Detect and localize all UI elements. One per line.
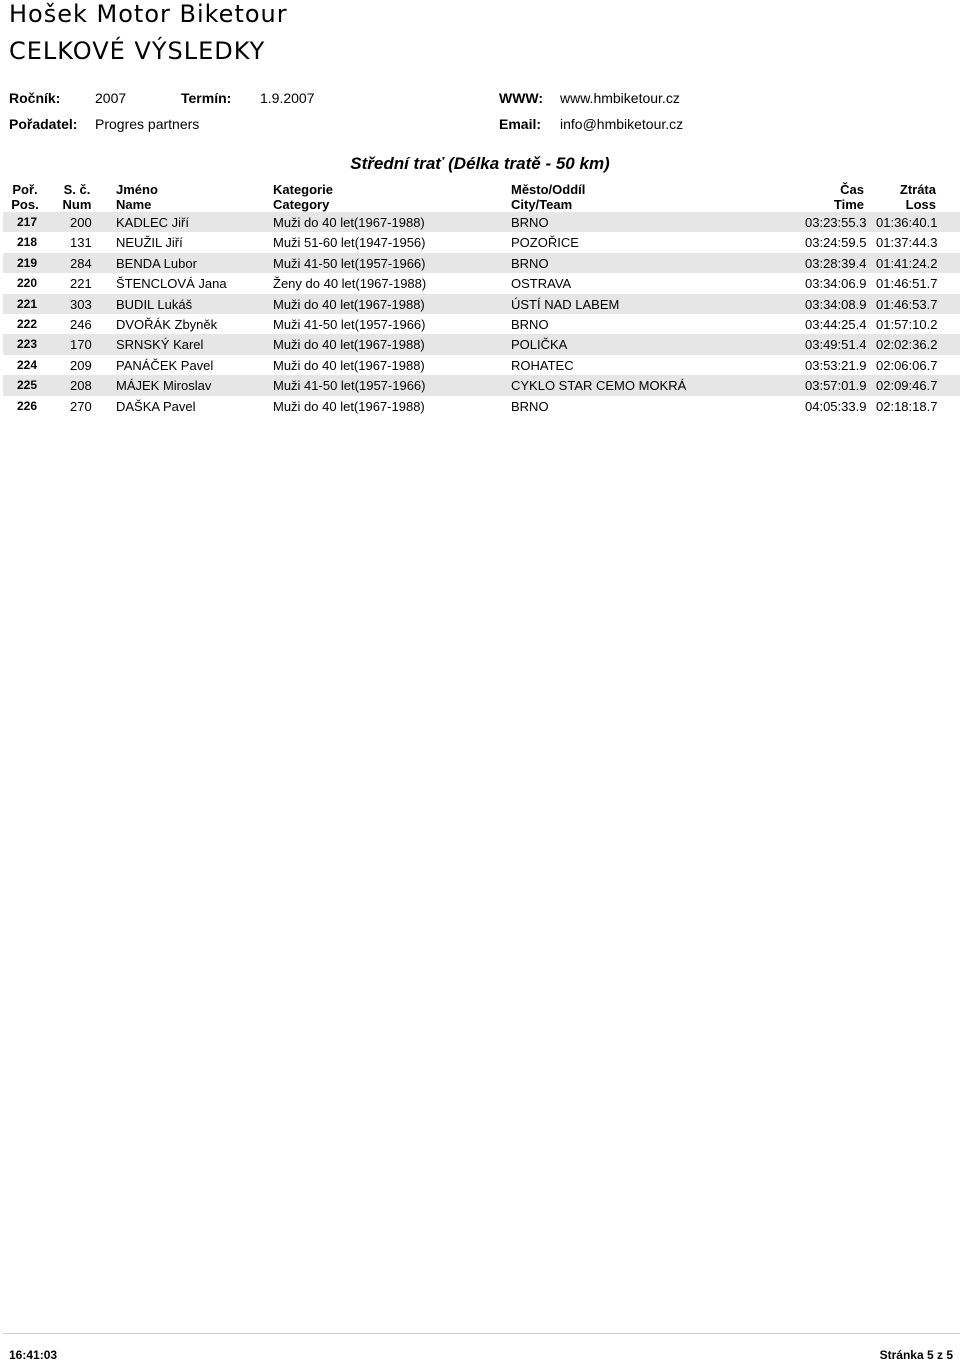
cell-city: BRNO (511, 255, 549, 271)
date-value: 1.9.2007 (260, 90, 315, 106)
cell-category: Muži 41-50 let(1957-1966) (273, 255, 426, 271)
organizer-value: Progres partners (95, 116, 200, 132)
cell-name: KADLEC Jiří (116, 215, 189, 230)
year-label: Ročník: (9, 90, 61, 106)
report-title: Hošek Motor Biketour (9, 0, 288, 28)
cell-category: Muži 41-50 let(1957-1966) (273, 378, 426, 394)
organizer-label: Pořadatel: (9, 116, 78, 132)
cell-city: OSTRAVA (511, 276, 572, 292)
table-row (3, 334, 960, 354)
cell-city: CYKLO STAR CEMO MOKRÁ (511, 378, 687, 394)
cell-loss: 01:37:44.3 (876, 235, 938, 251)
cell-loss: 01:46:53.7 (876, 296, 938, 312)
cell-category: Muži 41-50 let(1957-1966) (273, 316, 426, 332)
cell-pos: 225 (17, 378, 38, 393)
cell-loss: 02:09:46.7 (876, 378, 938, 394)
cell-num: 246 (70, 316, 92, 332)
cell-name: BUDIL Lukáš (116, 296, 193, 312)
cell-time: 03:23:55.3 (805, 215, 867, 230)
cell-pos: 224 (17, 357, 38, 372)
col-header-pos: Poř. Pos. (11, 182, 39, 212)
cell-time: 03:34:08.9 (805, 296, 867, 312)
email-value[interactable]: info@hmbiketour.cz (560, 116, 684, 132)
table-row (3, 314, 960, 334)
cell-time: 03:24:59.5 (805, 235, 867, 251)
cell-loss: 01:57:10.2 (876, 316, 938, 332)
col-header-time: Čas Time (833, 182, 864, 212)
cell-loss: 02:06:06.7 (876, 357, 938, 373)
cell-num: 221 (70, 276, 92, 292)
cell-name: NEUŽIL Jiří (116, 235, 183, 251)
cell-pos: 220 (17, 276, 38, 291)
cell-loss: 01:36:40.1 (876, 215, 938, 230)
cell-time: 03:44:25.4 (805, 316, 867, 332)
cell-city: POZOŘICE (511, 235, 579, 251)
col-header-name: Jméno Name (116, 182, 158, 212)
cell-city: ROHATEC (511, 357, 574, 373)
cell-time: 03:53:21.9 (805, 357, 867, 373)
year-value: 2007 (95, 90, 127, 106)
cell-name: DAŠKA Pavel (116, 398, 196, 414)
cell-category: Muži do 40 let(1967-1988) (273, 215, 425, 230)
www-value[interactable]: www.hmbiketour.cz (560, 90, 680, 106)
cell-time: 03:57:01.9 (805, 378, 867, 394)
cell-city: BRNO (511, 398, 549, 414)
col-header-city: Město/Oddíl City/Team (511, 182, 586, 212)
cell-pos: 226 (17, 398, 38, 413)
cell-pos: 218 (17, 235, 38, 250)
footer-divider (3, 1333, 960, 1334)
cell-name: PANÁČEK Pavel (116, 357, 214, 373)
table-row (3, 232, 960, 252)
cell-num: 200 (70, 215, 92, 230)
table-row (3, 355, 960, 375)
www-label: WWW: (499, 90, 544, 106)
email-label: Email: (499, 116, 542, 132)
footer-page-number: Stránka 5 z 5 (879, 1348, 953, 1362)
cell-category: Muži do 40 let(1967-1988) (273, 398, 425, 414)
cell-num: 209 (70, 357, 92, 373)
col-header-num: S. č. Num (62, 182, 92, 212)
table-row (3, 253, 960, 273)
cell-pos: 223 (17, 337, 38, 352)
cell-name: SRNSKÝ Karel (116, 337, 204, 353)
cell-pos: 219 (17, 255, 38, 270)
cell-num: 303 (70, 296, 92, 312)
cell-city: BRNO (511, 316, 549, 332)
cell-category: Muži do 40 let(1967-1988) (273, 296, 425, 312)
report-subtitle: CELKOVÉ VÝSLEDKY (9, 37, 266, 65)
cell-num: 284 (70, 255, 92, 271)
cell-num: 208 (70, 378, 92, 394)
cell-city: POLIČKA (511, 337, 568, 353)
table-row (3, 396, 960, 416)
cell-city: ÚSTÍ NAD LABEM (511, 296, 620, 312)
date-label: Termín: (181, 90, 232, 106)
footer-time: 16:41:03 (9, 1348, 58, 1362)
cell-loss: 01:41:24.2 (876, 255, 938, 271)
cell-pos: 222 (17, 316, 38, 331)
cell-loss: 02:18:18.7 (876, 398, 938, 414)
col-header-category: Kategorie Category (273, 182, 333, 212)
cell-num: 170 (70, 337, 92, 353)
results-table (3, 212, 960, 416)
table-row (3, 294, 960, 314)
cell-time: 04:05:33.9 (805, 398, 867, 414)
cell-loss: 01:46:51.7 (876, 276, 938, 292)
table-row (3, 212, 960, 232)
cell-num: 131 (70, 235, 92, 251)
cell-category: Muži do 40 let(1967-1988) (273, 337, 425, 353)
cell-category: Muži do 40 let(1967-1988) (273, 357, 425, 373)
cell-time: 03:28:39.4 (805, 255, 867, 271)
cell-num: 270 (70, 398, 92, 414)
cell-city: BRNO (511, 215, 549, 230)
cell-name: MÁJEK Miroslav (116, 378, 212, 394)
cell-pos: 217 (17, 215, 38, 229)
cell-time: 03:49:51.4 (805, 337, 867, 353)
cell-time: 03:34:06.9 (805, 276, 867, 292)
cell-category: Muži 51-60 let(1947-1956) (273, 235, 426, 251)
cell-name: ŠTENCLOVÁ Jana (116, 276, 227, 292)
section-title: Střední trať (Délka tratě - 50 km) (350, 154, 610, 173)
table-row (3, 273, 960, 293)
col-header-loss: Ztráta Loss (899, 182, 936, 212)
cell-loss: 02:02:36.2 (876, 337, 938, 353)
cell-name: DVOŘÁK Zbyněk (116, 316, 218, 332)
cell-category: Ženy do 40 let(1967-1988) (273, 276, 427, 292)
cell-name: BENDA Lubor (116, 255, 197, 271)
table-row (3, 375, 960, 395)
cell-pos: 221 (17, 296, 38, 311)
